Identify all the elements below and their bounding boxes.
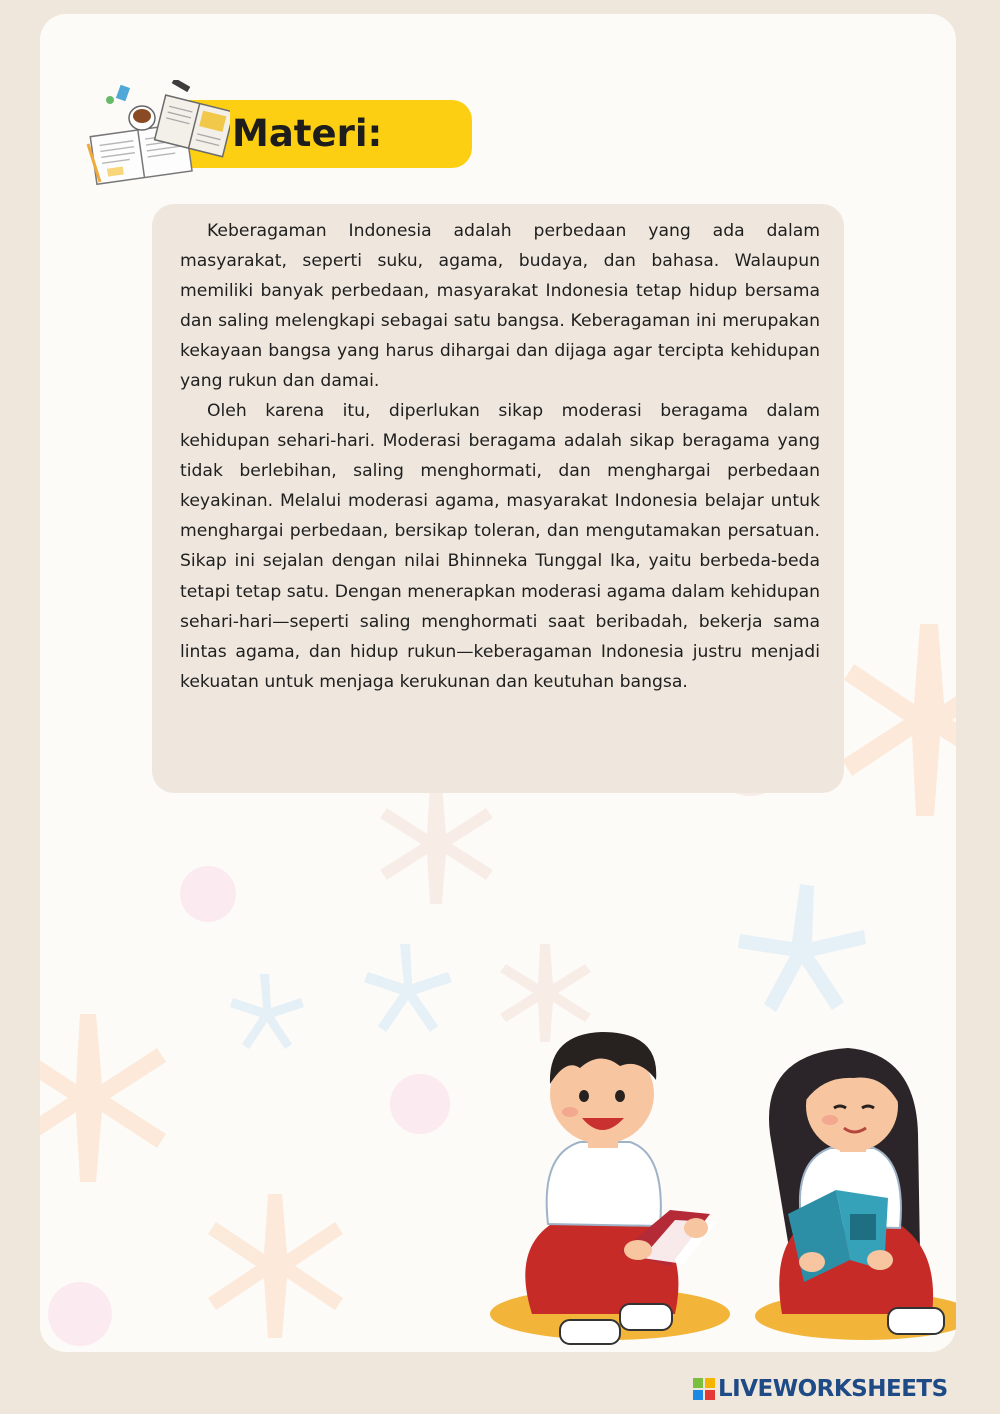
liveworksheets-logo-icon (693, 1378, 715, 1400)
paragraph-religious-moderation: Oleh karena itu, diperlukan sikap moderasi beragama dalam kehidupan sehari-hari. Moderasi beragama adalah sikap beragama yang tidak berlebihan, saling menghormati, dan menghargai perbedaan keyakinan. Melalui moderasi agama, masyarakat Indonesia belajar untuk menghargai perbedaan, bersikap toleran, dan mengutamakan persatuan. Sikap ini sejalan dengan nilai Bhinneka Tunggal Ika, yaitu berbeda-beda tetapi tetap satu. Dengan menerapkan moderasi agama dalam kehidupan sehari-hari—seperti saling menghormati saat beribadah, bekerja sama lintas agama, dan hidup rukun—keberagaman Indonesia justru menjadi kekuatan untuk menjaga kerukunan dan keutuhan bangsa. (180, 401, 820, 692)
section-title: Materi: (232, 112, 383, 155)
liveworksheets-brand (693, 1374, 948, 1404)
worksheet-page (40, 14, 956, 1352)
material-text-box (152, 204, 844, 793)
open-books-and-coffee-icon (80, 80, 230, 190)
section-header (80, 80, 440, 190)
paragraph-diversity: Keberagaman Indonesia adalah perbedaan yang ada dalam masyarakat, seperti suku, agama, budaya, dan bahasa. Walaupun memiliki banyak perbedaan, masyarakat Indonesia tetap hidup bersama dan saling melengkapi sebagai satu bangsa. Keberagaman ini merupakan kekayaan bangsa yang harus dihargai dan dijaga agar tercipta kehidupan yang rukun dan damai. (180, 221, 820, 392)
brand-name: LIVEWORKSHEETS (718, 1376, 948, 1402)
children-reading-books-illustration (470, 1014, 956, 1352)
